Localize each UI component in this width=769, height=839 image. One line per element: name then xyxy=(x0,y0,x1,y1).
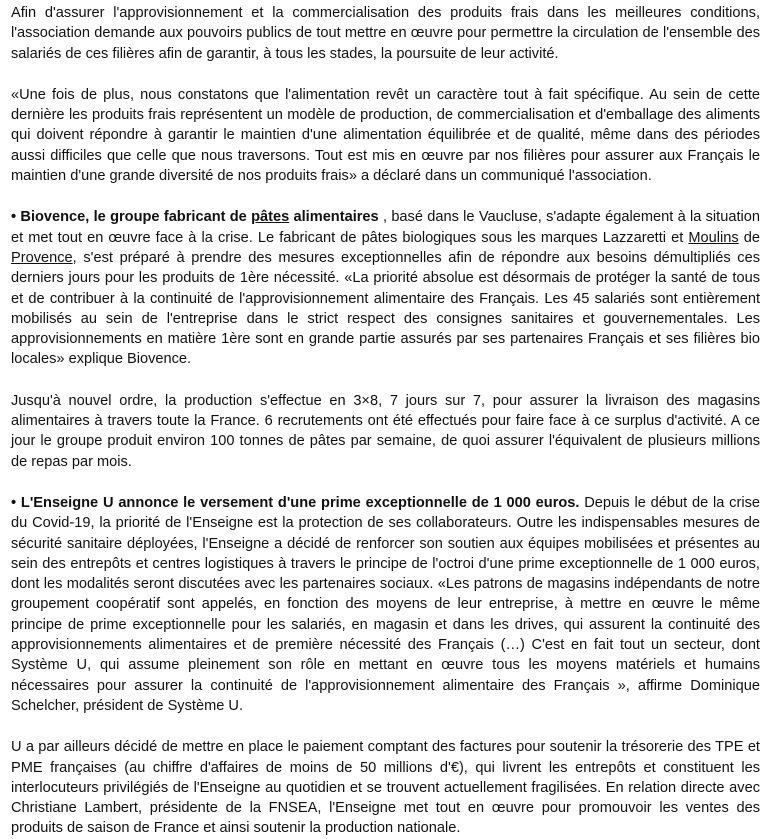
paragraph-text: U a par ailleurs décidé de mettre en place le paiement comptant des factures pour soutenir la trésorerie des TPE et PME françaises (au chiffre d'affaires de moins de 50 millions d'€), qui livrent les entrepôts et constituent les interlocuteurs privilégiés de l'Enseigne au quotidien et se trouvent actuellement fragilisées. En relation directe avec Christiane Lambert, présidente de la FNSEA, l'Enseigne met tout en œuvre pour promouvoir les ventes des produits de saison de France et ainsi soutenir la production nationale. xyxy=(11,739,760,837)
paragraph-text: Depuis le début de la crise du Covid-19, la priorité de l'Enseigne est la protection de ses collaborateurs. Outre les indispensables mesures de sécurité sanitaire déployées, l'Enseigne a décidé de renforcer son soutien aux équipes mobilisées et présentes au sein des entrepôts et centres logistiques à travers le principe de l'octroi d'une prime exceptionnelle de 1 000 euros, dont les modalités seront discutées avec les partenaires sociaux. «Les patrons de magasins indépendants de notre groupement coopératif sont appelés, en fonction des moyens de leur entreprise, à mettre en œuvre le même principe de prime exceptionnelle pour les salariés, en magasin et dans les drives, qui assurent la continuité des approvisionnements alimentaires et de première nécessité des Français (…) C'est en fait tout un secteur, dont Système U, qui assume pleinement son rôle en mettant en œuvre tous les moyens matériels et humains nécessaires pour assurer la continuité de l'approvisionnement alimentaire des Français », affirme Dominique Schelcher, président de Système U. xyxy=(11,494,760,714)
paragraph-text: «Une fois de plus, nous constatons que l'alimentation revêt un caractère tout à fait spécifique. Au sein de cette dernière les produits frais représentent un modèle de production, de commercialisation et d'emballage des aliments qui doivent répondre à garantir le maintien d'une alimentation équilibrée et de qualité, même dans des périodes aussi difficiles que celle que nous traversons. Tout est mis en œuvre par nos filières pour assurer aux Français le maintien d'une grande diversité de nos produits frais» a déclaré dans un communiqué l'association. xyxy=(11,86,760,185)
paragraph-production xyxy=(11,391,760,472)
moulins-link[interactable]: Moulins xyxy=(688,229,739,246)
paragraph-text: Jusqu'à nouvel ordre, la production s'effectue en 3×8, 7 jours sur 7, pour assurer la livraison des magasins alimentaires à travers toute la France. 6 recrutements ont été effectués pour faire face à ce surplus d'activité. A ce jour le groupe produit environ 100 tonnes de pâtes par semaine, de quoi assurer l'équivalent de plusieurs millions de repas par mois. xyxy=(11,392,760,470)
paragraph-text: , basé dans le Vaucluse, s'adapte également à la situation et met tout en œuvre face à la crise. Le fabricant de pâtes biologiques sous les marques Lazzaretti et xyxy=(11,209,760,246)
pates-link[interactable]: pâtes xyxy=(251,209,290,226)
biovence-lead-end: alimentaires xyxy=(289,209,383,226)
paragraph-text: , s'est préparé à prendre des mesures exceptionnelles afin de répondre aux besoins démultipliés ces derniers jours pour les produits de 1ère nécessité. «La priorité absolue est désormais de protéger la santé de tous et de contribuer à la continuité de l'approvisionnement alimentaire des Français. Les 45 salariés sont entièrement mobilisés au sein de l'entreprise dans le strict respect des consignes sanitaires et gouvernementales. Les approvisionnements en matière 1ère sont en grande partie assurés par ses partenaires Français et ses filières bio locales» explique Biovence. xyxy=(11,249,760,368)
paragraph-text: Afin d'assurer l'approvisionnement et la commercialisation des produits frais dans les meilleures conditions, l'association demande aux pouvoirs publics de tout mettre en œuvre pour permettre la circulation de l'ensemble des salariés de ces filières afin de garantir, à tous les stades, la poursuite de leur activité. xyxy=(11,5,760,62)
paragraph-text: de xyxy=(738,229,760,246)
biovence-lead: • Biovence, le groupe fabricant de xyxy=(11,209,252,226)
provence-link[interactable]: Provence xyxy=(11,249,73,266)
paragraph-intro xyxy=(11,3,760,64)
enseigne-u-lead: • L'Enseigne U annonce le versement d'une prime exceptionnelle de 1 000 euros. xyxy=(11,494,580,511)
paragraph-biovence xyxy=(11,207,760,369)
paragraph-enseigne-u xyxy=(11,493,760,716)
paragraph-paiement xyxy=(11,737,760,838)
paragraph-quote xyxy=(11,85,760,186)
